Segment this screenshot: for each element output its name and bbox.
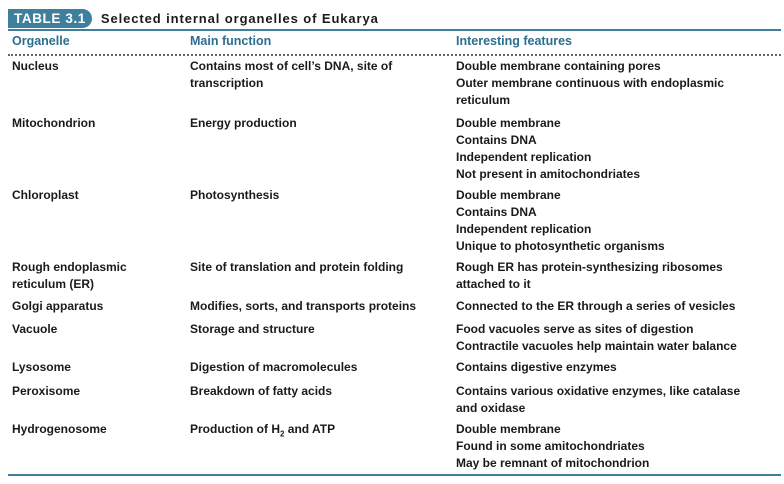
features-cell: [456, 359, 782, 376]
cell-line: Contains DNA: [456, 133, 537, 147]
cell-text: Production of H: [190, 422, 280, 436]
organelle-cell: [12, 115, 182, 132]
cell-line: [190, 421, 452, 442]
cell-line: Not present in amitochondriates: [456, 167, 641, 181]
cell-line: Double membrane: [456, 422, 561, 436]
cell-line: and oxidase: [456, 401, 526, 415]
organelle-cell: [12, 58, 182, 75]
organelle-cell: [12, 259, 182, 293]
organelle-cell: [12, 298, 182, 315]
function-cell: [190, 187, 452, 204]
cell-line: Photosynthesis: [190, 188, 280, 202]
cell-line: Connected to the ER through a series of vesicles: [456, 299, 736, 313]
cell-line: Breakdown of fatty acids: [190, 384, 333, 398]
header-dotted-divider: [8, 54, 781, 56]
organelle-cell: [12, 383, 182, 400]
header-main-function: Main function: [190, 34, 272, 48]
cell-line: Digestion of macromolecules: [190, 360, 358, 374]
cell-line: Contains various oxidative enzymes, like catalase: [456, 384, 741, 398]
features-cell: [456, 58, 782, 109]
cell-line: Modifies, sorts, and transports proteins: [190, 299, 417, 313]
cell-line: Found in some amitochondriates: [456, 439, 645, 453]
cell-line: Hydrogenosome: [12, 422, 107, 436]
function-cell: [190, 115, 452, 132]
cell-line: Double membrane: [456, 188, 561, 202]
cell-line: Double membrane containing pores: [456, 59, 661, 73]
table-header-row: [0, 34, 784, 52]
function-cell: [190, 383, 452, 400]
features-cell: [456, 383, 782, 417]
cell-line: Contains digestive enzymes: [456, 360, 617, 374]
cell-line: Golgi apparatus: [12, 299, 104, 313]
cell-line: Contains DNA: [456, 205, 537, 219]
features-cell: [456, 187, 782, 255]
cell-line: Independent replication: [456, 222, 592, 236]
cell-line: Mitochondrion: [12, 116, 96, 130]
features-cell: [456, 298, 782, 315]
organelle-cell: [12, 421, 182, 438]
cell-line: Unique to photosynthetic organisms: [456, 239, 665, 253]
organelle-cell: [12, 359, 182, 376]
cell-line: Energy production: [190, 116, 297, 130]
cell-line: Peroxisome: [12, 384, 81, 398]
cell-line: Lysosome: [12, 360, 71, 374]
function-cell: [190, 359, 452, 376]
cell-line: transcription: [190, 76, 264, 90]
cell-line: Contains most of cell’s DNA, site of: [190, 59, 393, 73]
cell-text: and ATP: [284, 422, 336, 436]
header-organelle: Organelle: [12, 34, 70, 48]
top-rule: [8, 29, 781, 31]
features-cell: [456, 421, 782, 472]
function-cell: [190, 259, 452, 276]
function-cell: [190, 421, 452, 442]
cell-line: Nucleus: [12, 59, 59, 73]
features-cell: [456, 115, 782, 183]
cell-line: May be remnant of mitochondrion: [456, 456, 650, 470]
bottom-rule: [8, 474, 781, 476]
table-number-badge: TABLE 3.1: [8, 9, 92, 28]
cell-line: Rough endoplasmic: [12, 260, 127, 274]
organelle-cell: [12, 187, 182, 204]
cell-line: Site of translation and protein folding: [190, 260, 404, 274]
table-title-row: [8, 9, 379, 28]
cell-line: reticulum: [456, 93, 511, 107]
features-cell: [456, 259, 782, 293]
cell-line: attached to it: [456, 277, 531, 291]
cell-line: Chloroplast: [12, 188, 79, 202]
subscript: 2: [280, 429, 285, 439]
cell-line: reticulum (ER): [12, 277, 95, 291]
function-cell: [190, 298, 452, 315]
cell-line: Contractile vacuoles help maintain water balance: [456, 339, 737, 353]
function-cell: [190, 58, 452, 92]
cell-line: Food vacuoles serve as sites of digestion: [456, 322, 694, 336]
table-title: Selected internal organelles of Eukarya: [100, 11, 379, 26]
header-interesting-features: Interesting features: [456, 34, 573, 48]
cell-line: Outer membrane continuous with endoplasmic: [456, 76, 725, 90]
function-cell: [190, 321, 452, 338]
cell-line: Vacuole: [12, 322, 58, 336]
cell-line: Storage and structure: [190, 322, 315, 336]
organelle-cell: [12, 321, 182, 338]
features-cell: [456, 321, 782, 355]
cell-line: Rough ER has protein-synthesizing ribosomes: [456, 260, 723, 274]
cell-line: Independent replication: [456, 150, 592, 164]
cell-line: Double membrane: [456, 116, 561, 130]
